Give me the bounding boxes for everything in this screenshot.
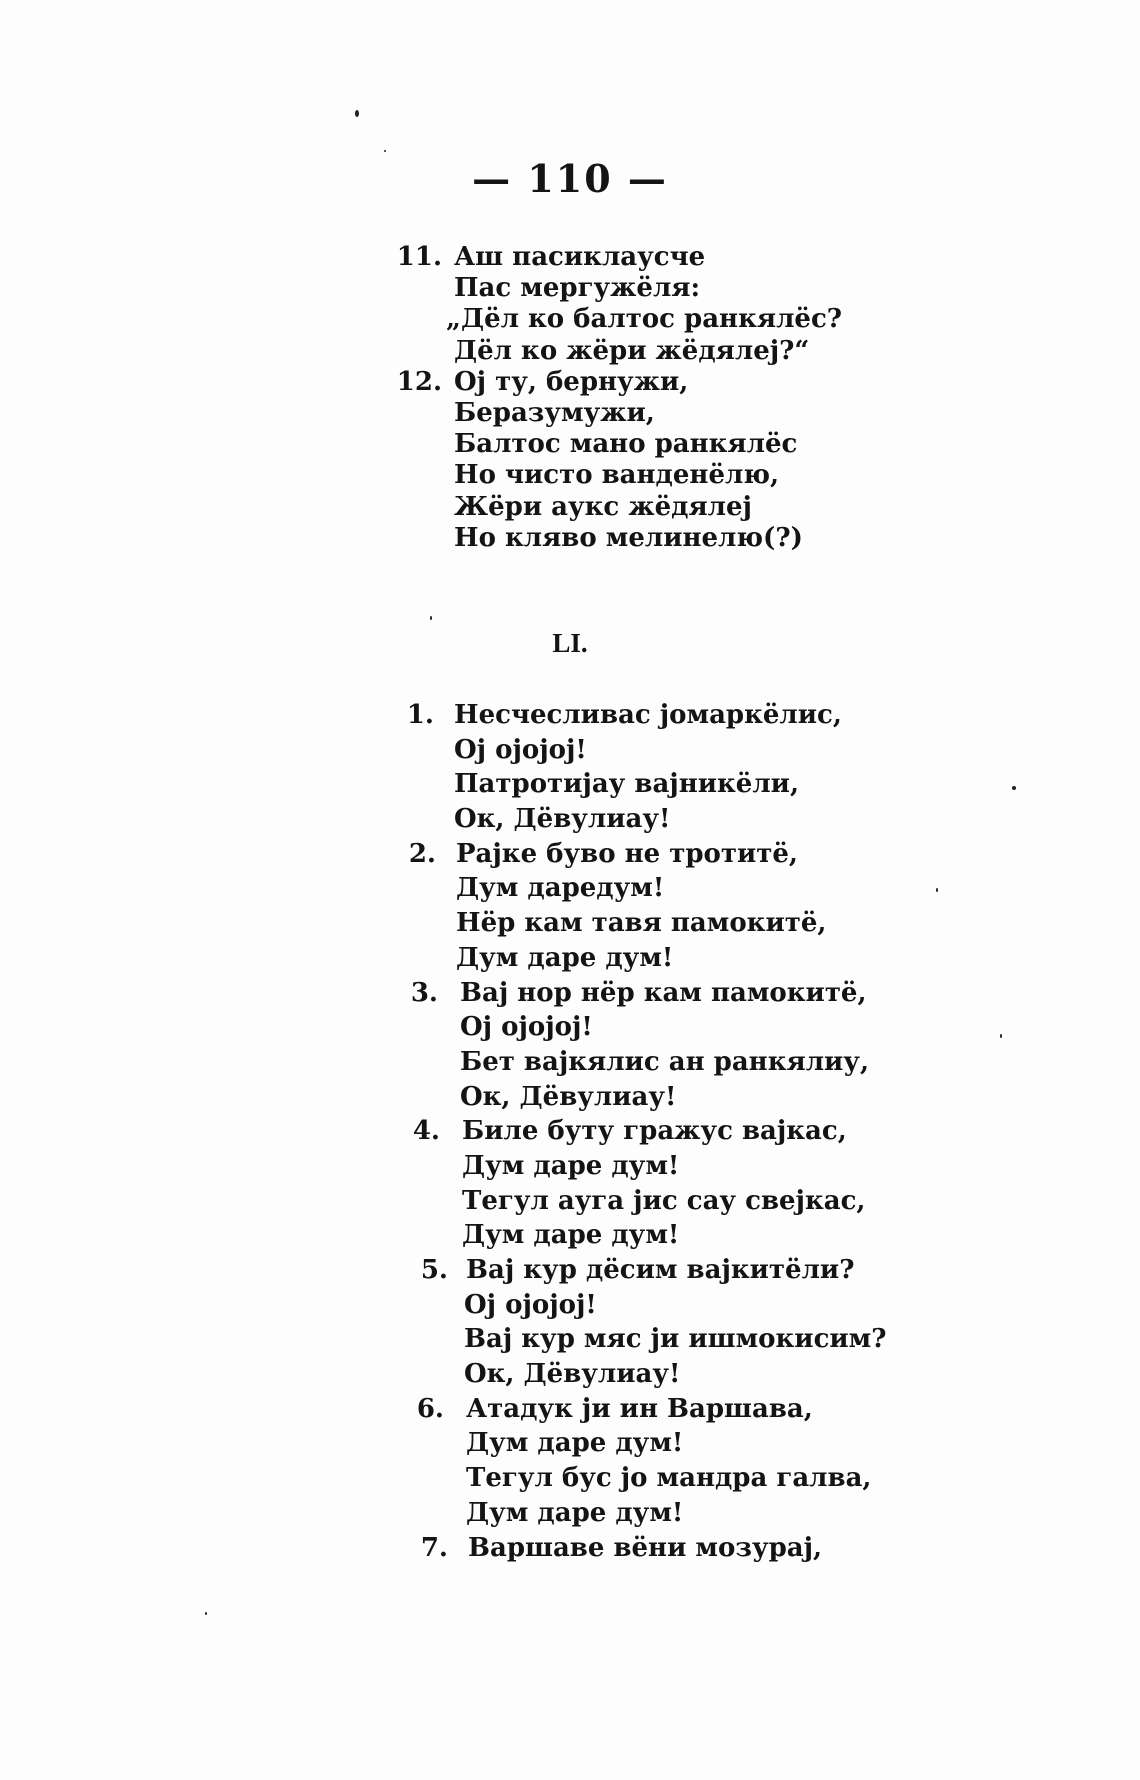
- verse-text: Но чисто ванденёлю,: [454, 460, 780, 491]
- scan-speck: [936, 888, 938, 892]
- verse-text: Балтос мано ранкялёс: [454, 429, 798, 460]
- verse-text: Ок, Дёвулиау!: [464, 1359, 681, 1390]
- verse-text: Аш пасиклаусче: [454, 242, 706, 272]
- verse-text: Бет вајкялис ан ранкялиу,: [460, 1046, 870, 1077]
- scan-speck: [355, 110, 359, 117]
- verse-text: Ој ојојој!: [464, 1289, 597, 1320]
- verse-text: Дум даре дум!: [466, 1428, 684, 1459]
- verse-text: Нёр кам тавя памокитё,: [456, 908, 827, 939]
- scan-speck: [1012, 786, 1016, 790]
- page-number: — 110 —: [472, 156, 668, 201]
- section-title: LI.: [552, 628, 588, 658]
- verse-text: Дёл ко жёри жёдялеј?“: [454, 335, 810, 366]
- stanza-number: 2.: [408, 838, 436, 869]
- scan-speck: [384, 150, 386, 152]
- verse-text: Дум даредум!: [456, 873, 665, 904]
- verse-text: Дум даре дум!: [462, 1150, 680, 1181]
- stanza-number: 6.: [416, 1393, 444, 1424]
- verse-text: Несчесливас јомаркёлис,: [454, 700, 842, 730]
- stanza-number: 5.: [420, 1255, 448, 1285]
- verse-text: Дум даре дум!: [466, 1497, 684, 1528]
- verse-text: Патротијау вајникёли,: [454, 769, 799, 800]
- verse-text: Ој ојојој!: [454, 734, 587, 765]
- scan-speck: [430, 616, 432, 620]
- verse-text: Тегул бус јо мандра галва,: [466, 1463, 872, 1494]
- verse-text: Жёри аукс жёдялеј: [454, 491, 752, 522]
- verse-text: Рајке буво не тротитё,: [456, 838, 798, 869]
- verse-text: Пас мергужёля:: [454, 273, 701, 304]
- verse-text: Варшаве вёни мозурај,: [468, 1532, 823, 1563]
- verse-text: Дум даре дум!: [462, 1220, 680, 1251]
- verse-text: Ок, Дёвулиау!: [460, 1081, 677, 1112]
- verse-text: „Дёл ко балтос ранкялёс?: [446, 304, 843, 335]
- verse-text: Атадук ји ин Варшава,: [466, 1393, 813, 1424]
- verse-text: Ој ту, бернужи,: [454, 366, 689, 397]
- stanza-number: 7.: [420, 1532, 448, 1563]
- verse-text: Биле буту гражус вајкас,: [462, 1116, 847, 1147]
- verse-text: Ок, Дёвулиау!: [454, 804, 671, 835]
- verse-text: Вај нор нёр кам памокитё,: [460, 977, 867, 1008]
- verse-text: Дум даре дум!: [456, 942, 674, 973]
- verse-text: Вај кур дёсим вајкитёли?: [466, 1255, 855, 1285]
- stanza-number: 1.: [406, 700, 434, 730]
- scan-speck: [1000, 1034, 1002, 1038]
- verse-text: Беразумужи,: [454, 397, 655, 428]
- stanza-number: 3.: [410, 977, 438, 1008]
- stanza-number: 12.: [396, 366, 442, 397]
- stanza-number: 11.: [396, 242, 442, 272]
- verse-text: Ој ојојој!: [460, 1012, 593, 1043]
- verse-text: Но кляво мелинелю(?): [454, 522, 803, 553]
- stanza-number: 4.: [412, 1116, 440, 1147]
- verse-text: Вај кур мяс ји ишмокисим?: [464, 1324, 887, 1355]
- verse-text: Тегул ауга јис сау свејкас,: [462, 1185, 866, 1216]
- scan-speck: [205, 1612, 207, 1615]
